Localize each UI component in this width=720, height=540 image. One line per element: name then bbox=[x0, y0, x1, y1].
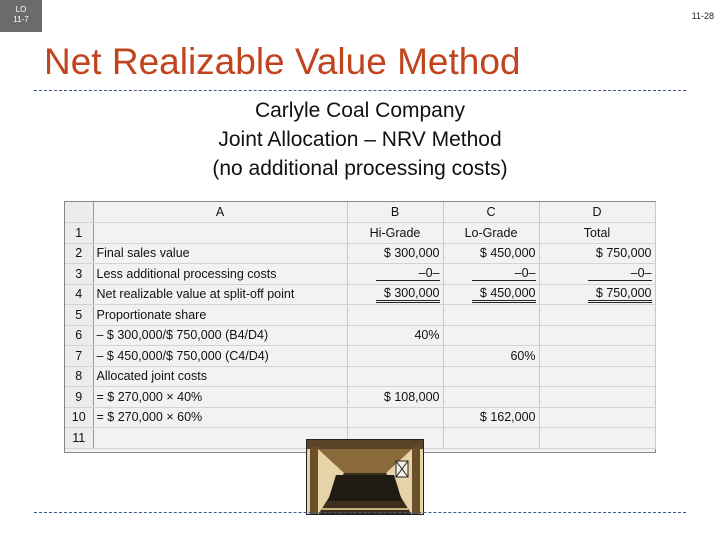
cell-a: Proportionate share bbox=[93, 305, 347, 326]
cell-a: = $ 270,000 × 60% bbox=[93, 407, 347, 428]
cell-b: Hi-Grade bbox=[347, 223, 443, 244]
cell-c bbox=[443, 305, 539, 326]
row-number: 5 bbox=[65, 305, 93, 326]
cell-value: $ 450,000 bbox=[472, 286, 536, 303]
cell-d bbox=[539, 284, 655, 305]
cell-b: 40% bbox=[347, 325, 443, 346]
bottom-divider bbox=[34, 512, 686, 513]
cell-d bbox=[539, 428, 655, 449]
cell-d bbox=[539, 387, 655, 408]
table-row bbox=[65, 325, 655, 346]
lo-number: 11-7 bbox=[13, 15, 29, 24]
table-row bbox=[65, 243, 655, 264]
row-number: 3 bbox=[65, 264, 93, 285]
cell-b bbox=[347, 284, 443, 305]
slide-title: Net Realizable Value Method bbox=[44, 41, 521, 82]
cell-c bbox=[443, 243, 539, 264]
table-row bbox=[65, 223, 655, 244]
cell-value: $ 300,000 bbox=[376, 286, 440, 303]
cell-d bbox=[539, 325, 655, 346]
cell-value: –0– bbox=[472, 266, 536, 281]
method-name: Joint Allocation – NRV Method bbox=[218, 128, 502, 151]
table-row bbox=[65, 305, 655, 326]
row-number: 7 bbox=[65, 346, 93, 367]
cell-b bbox=[347, 346, 443, 367]
cell-b bbox=[347, 366, 443, 387]
cell-value: –0– bbox=[588, 266, 652, 281]
cell-c bbox=[443, 366, 539, 387]
cell-b bbox=[347, 264, 443, 285]
mine-left-post bbox=[310, 447, 318, 515]
mine-right-post bbox=[412, 447, 420, 515]
row-number: 4 bbox=[65, 284, 93, 305]
row-number: 10 bbox=[65, 407, 93, 428]
cell-a: Final sales value bbox=[93, 243, 347, 264]
cell-c: Lo-Grade bbox=[443, 223, 539, 244]
table-row bbox=[65, 346, 655, 367]
cell-b bbox=[347, 407, 443, 428]
cell-a: – $ 300,000/$ 750,000 (B4/D4) bbox=[93, 325, 347, 346]
column-header-row bbox=[65, 202, 655, 223]
table-row bbox=[65, 366, 655, 387]
cell-d bbox=[539, 346, 655, 367]
company-name: Carlyle Coal Company bbox=[254, 99, 466, 122]
table-row bbox=[65, 284, 655, 305]
row-number: 2 bbox=[65, 243, 93, 264]
cell-d bbox=[539, 305, 655, 326]
method-note: (no additional processing costs) bbox=[212, 157, 508, 180]
cell-value: –0– bbox=[376, 266, 440, 281]
subtitle bbox=[0, 96, 720, 183]
cell-value: $ 450,000 bbox=[479, 246, 536, 261]
mine-ceiling-beam bbox=[306, 439, 424, 449]
cell-d bbox=[539, 243, 655, 264]
table-row bbox=[65, 407, 655, 428]
cell-c bbox=[443, 387, 539, 408]
cell-value: $ 750,000 bbox=[588, 286, 652, 303]
row-number: 8 bbox=[65, 366, 93, 387]
spreadsheet-grid bbox=[65, 202, 656, 449]
cell-b bbox=[347, 243, 443, 264]
column-header-d: D bbox=[539, 202, 655, 223]
cell-d bbox=[539, 366, 655, 387]
column-header-b: B bbox=[347, 202, 443, 223]
table-row bbox=[65, 264, 655, 285]
cell-a bbox=[93, 223, 347, 244]
cell-a: Allocated joint costs bbox=[93, 366, 347, 387]
cell-a: – $ 450,000/$ 750,000 (C4/D4) bbox=[93, 346, 347, 367]
row-number: 11 bbox=[65, 428, 93, 449]
lo-badge bbox=[0, 0, 42, 32]
cell-value: $ 750,000 bbox=[595, 246, 652, 261]
cell-c bbox=[443, 325, 539, 346]
cell-d: Total bbox=[539, 223, 655, 244]
lo-label: LO bbox=[15, 5, 27, 14]
cell-b bbox=[347, 305, 443, 326]
cell-c bbox=[443, 264, 539, 285]
top-divider bbox=[34, 90, 686, 91]
cell-a: = $ 270,000 × 40% bbox=[93, 387, 347, 408]
page-number: 11-28 bbox=[691, 11, 714, 21]
column-header-c: C bbox=[443, 202, 539, 223]
coal-mine-illustration bbox=[306, 439, 424, 515]
cell-b: $ 108,000 bbox=[347, 387, 443, 408]
cell-a: Less additional processing costs bbox=[93, 264, 347, 285]
column-header-a: A bbox=[93, 202, 347, 223]
cell-c: 60% bbox=[443, 346, 539, 367]
cell-c bbox=[443, 428, 539, 449]
cell-d bbox=[539, 407, 655, 428]
table-row bbox=[65, 387, 655, 408]
cell-d bbox=[539, 264, 655, 285]
cell-c: $ 162,000 bbox=[443, 407, 539, 428]
cell-value: $ 300,000 bbox=[383, 246, 440, 261]
mine-cart-row bbox=[328, 475, 402, 501]
row-number: 9 bbox=[65, 387, 93, 408]
row-number: 6 bbox=[65, 325, 93, 346]
spreadsheet bbox=[64, 201, 656, 453]
row-number: 1 bbox=[65, 223, 93, 244]
cell-a: Net realizable value at split-off point bbox=[93, 284, 347, 305]
cell-c bbox=[443, 284, 539, 305]
corner-cell bbox=[65, 202, 93, 223]
